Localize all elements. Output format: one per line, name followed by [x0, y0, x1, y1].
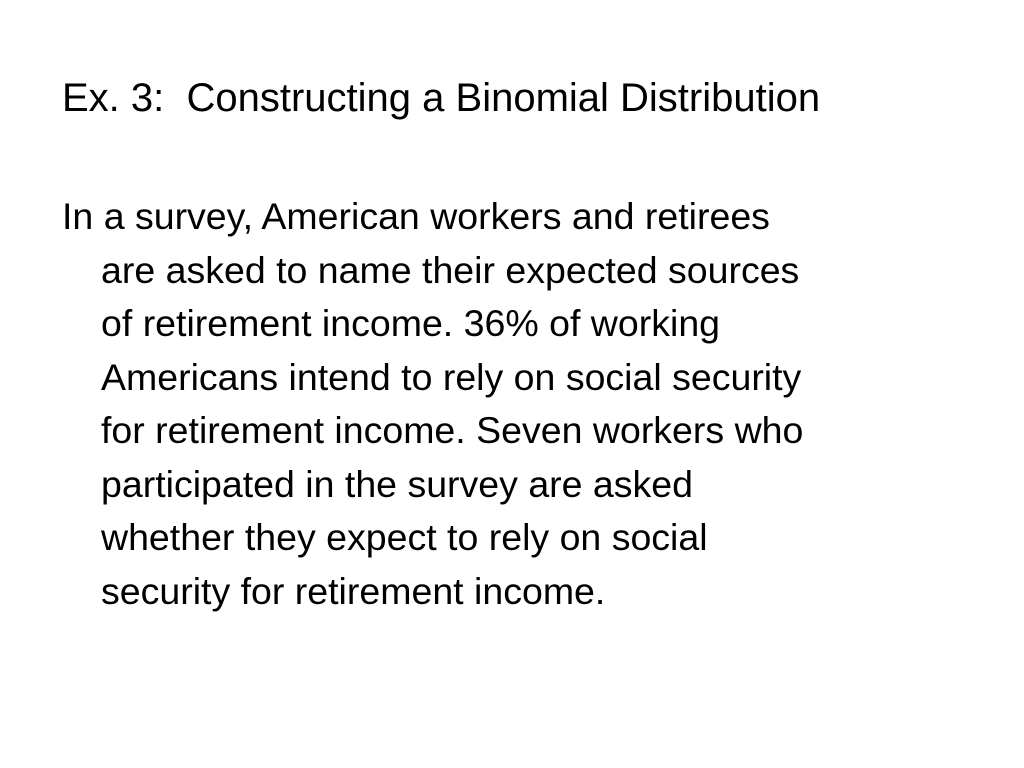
slide-body-paragraph	[62, 190, 962, 618]
body-line: In a survey, American workers and retirees	[62, 195, 770, 237]
slide-title: Ex. 3: Constructing a Binomial Distribution	[62, 76, 821, 120]
body-line: are asked to name their expected sources	[101, 248, 800, 291]
body-line: Americans intend to rely on social security	[101, 355, 802, 398]
body-line: for retirement income. Seven workers who	[101, 409, 804, 451]
body-line: participated in the survey are asked	[101, 462, 693, 505]
body-line: whether they expect to rely on social	[101, 516, 708, 558]
body-line: of retirement income. 36% of working	[101, 302, 721, 344]
body-line: security for retirement income.	[101, 569, 606, 612]
